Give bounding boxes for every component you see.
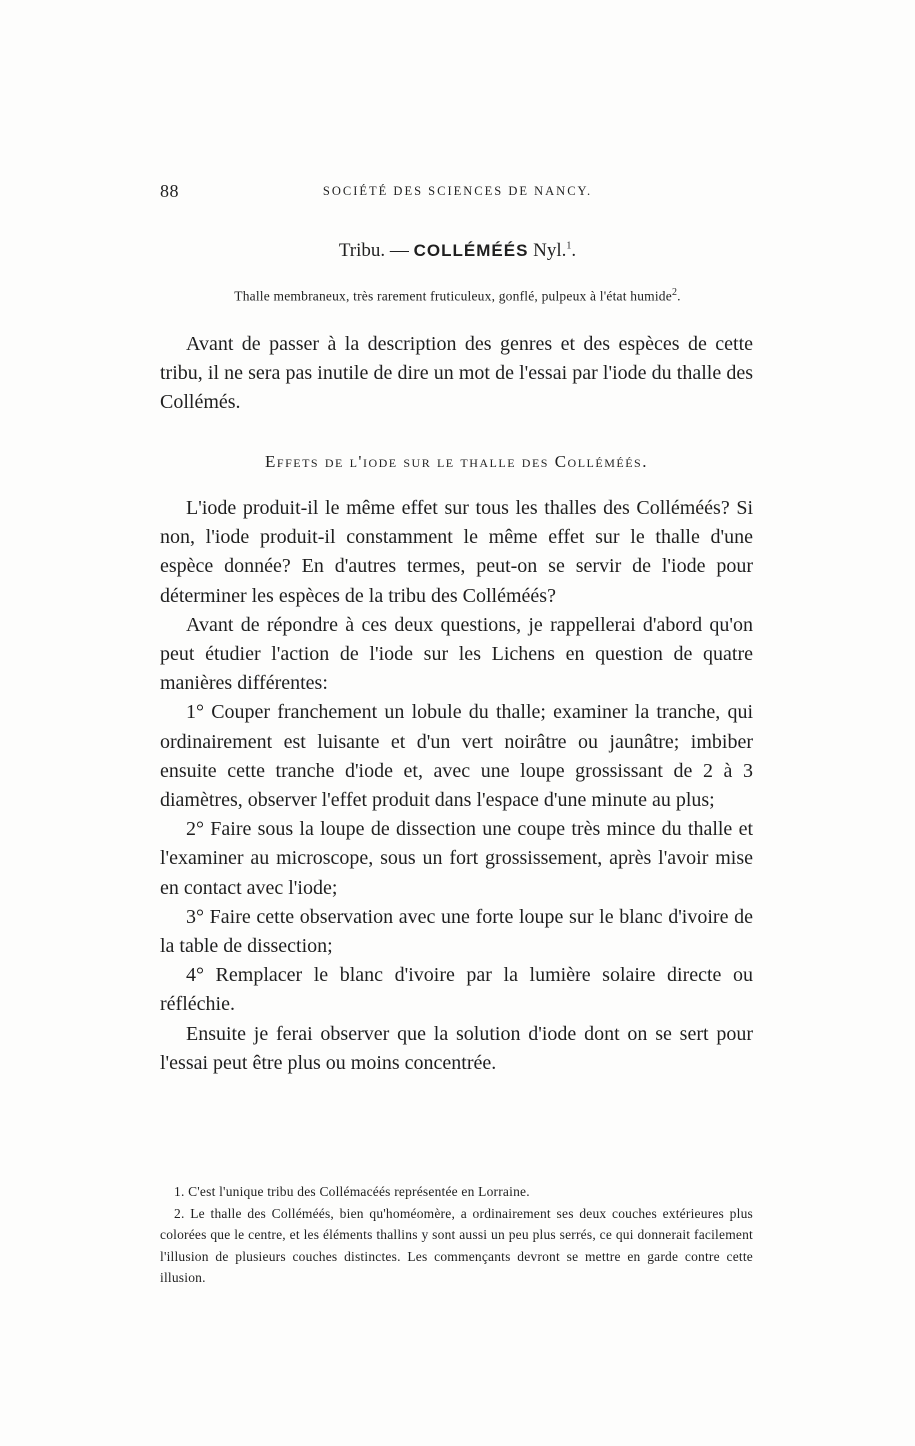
footnote-ref-1: 1 bbox=[566, 240, 572, 252]
paragraph-method-2: 2° Faire sous la loupe de dissection une coupe très mince du thalle et l'examiner au microscope, sous un fort grossissement, après l'avoir mise en contact avec l'iode; bbox=[160, 818, 753, 899]
footnote-1: 1. C'est l'unique tribu des Collémacéés représentée en Lorraine. bbox=[174, 1184, 530, 1199]
intro-paragraph: Avant de passer à la description des genres et des espèces de cette tribu, il ne sera pas inutile de dire un mot de l'essai par l'iode du thalle des Collémés. bbox=[160, 333, 753, 414]
main-text bbox=[160, 494, 753, 1078]
paragraph-question: L'iode produit-il le même effet sur tous les thalles des Colléméés? Si non, l'iode produit-il constamment le même effet sur le thalle d'une espèce donnée? En d'autres termes, peut-on se servir de l'iode pour déterminer les espèces de la tribu des Colléméés? bbox=[160, 497, 753, 607]
paragraph-concentration: Ensuite je ferai observer que la solution d'iode dont on se sert pour l'essai peut être plus ou moins concentrée. bbox=[160, 1022, 753, 1074]
tribe-author: Nyl. bbox=[528, 240, 567, 261]
footnote-2: 2. Le thalle des Colléméés, bien qu'homéomère, a ordinairement ses deux couches extérieures plus colorées que le centre, et les éléments thallins y sont aussi un peu plus serrés, ce qui donnerait facilement l'illusion de plusieurs couches distinctes. Les commençants devront se mettre en garde contre cette illusion. bbox=[160, 1205, 753, 1285]
intro-section bbox=[160, 330, 753, 418]
section-heading: Effets de l'iode sur le thalle des Colléméés. bbox=[265, 452, 648, 471]
paragraph-methods-intro: Avant de répondre à ces deux questions, je rappellerai d'abord qu'on peut étudier l'action de l'iode sur les Lichens en question de quatre manières différentes: bbox=[160, 613, 753, 695]
tribe-name: COLLÉMÉÉS bbox=[413, 241, 529, 260]
page-number: 88 bbox=[160, 181, 179, 201]
footnotes bbox=[160, 1181, 753, 1289]
paragraph-method-4: 4° Remplacer le blanc d'ivoire par la lumière solaire directe ou réfléchie. bbox=[160, 964, 753, 1016]
diagnosis-end: . bbox=[677, 288, 681, 304]
running-head: SOCIÉTÉ DES SCIENCES DE NANCY. bbox=[322, 184, 593, 198]
footnote-ref-2: 2 bbox=[671, 287, 678, 298]
tribe-prefix: Tribu. — bbox=[338, 240, 414, 261]
tribe-title bbox=[160, 240, 755, 262]
tribe-title-end: . bbox=[571, 240, 577, 261]
paragraph-method-1: 1° Couper franchement un lobule du thalle; examiner la tranche, qui ordinairement est luisante et d'un vert noirâtre ou jaunâtre; imbiber ensuite cette tranche d'iode et, avec une loupe grossissant de 2 à 3 diamètres, observer l'effet produit dans l'espace d'une minute au plus; bbox=[160, 701, 753, 812]
diagnosis-text: Thalle membraneux, très rarement fruticuleux, gonflé, pulpeux à l'état humide bbox=[234, 288, 672, 304]
tribe-diagnosis bbox=[160, 287, 755, 305]
paragraph-method-3: 3° Faire cette observation avec une forte loupe sur le blanc d'ivoire de la table de dissection; bbox=[160, 905, 753, 958]
page-header bbox=[160, 181, 755, 205]
